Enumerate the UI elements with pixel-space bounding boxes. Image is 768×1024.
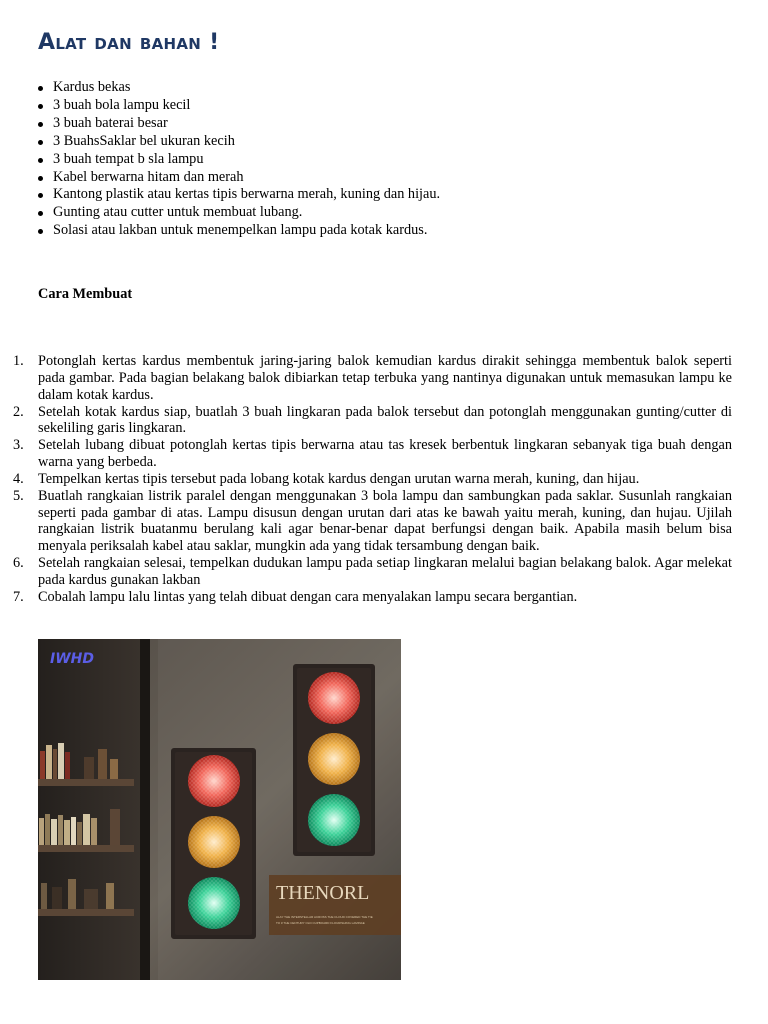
- step-item: [13, 353, 732, 404]
- step-number: 4.: [13, 470, 24, 487]
- step-number: 6.: [13, 555, 24, 572]
- page-title: Alat dan bahan !: [38, 30, 220, 55]
- step-number: 7.: [13, 588, 24, 605]
- brand-logo: IWHD: [50, 651, 94, 667]
- step-number: 1.: [13, 353, 24, 369]
- steps-list: [13, 353, 732, 606]
- step-text: Setelah kotak kardus siap, buatlah 3 buah lingkaran pada balok tersebut dan potonglah menggunakan gunting/cutter di sekeliling garis lingkaran.: [38, 403, 732, 437]
- list-item: 3 buah tempat b sla lampu: [53, 151, 743, 169]
- step-item: [13, 487, 732, 555]
- list-item: 3 buah baterai besar: [53, 115, 743, 133]
- list-item: 3 buah bola lampu kecil: [53, 97, 743, 115]
- step-number: 2.: [13, 403, 24, 420]
- step-item: [13, 437, 732, 471]
- step-text: Buatlah rangkaian listrik paralel dengan menggunakan 3 bola lampu dan sambungkan pada saklar. Susunlah rangkaian seperti pada gambar di atas. Lampu disusun dengan urutan dari atas ke bawah yaitu merah, kuning, dan hujau. Ujilah rangkaian listrik buatanmu berulang kali agar benar-benar dapat berfungsi dengan baik. Apabila masih belum bisa menyala periksalah kabel atau saklar, mungkin ada yang tidak tersambung dengan baik.: [38, 487, 732, 555]
- step-item: [13, 555, 732, 589]
- brand-tagline-2: TO # THE CENTURY OLD CUPBOARD FLOURISHING LAMINAE: [276, 921, 365, 925]
- traffic-light-left: [171, 748, 256, 939]
- list-item: 3 BuahsSaklar bel ukuran kecih: [53, 133, 743, 151]
- list-item: Gunting atau cutter untuk membuat lubang.: [53, 204, 743, 222]
- step-text: Potonglah kertas kardus membentuk jaring-jaring balok kemudian kardus dirakit sehingga membentuk balok seperti pada gambar. Pada bagian belakang balok dibiarkan tetap terbuka yang nantinya digunakan untuk memasukan lampu ke dalam kotak kardus.: [38, 353, 732, 403]
- brand-panel: [269, 875, 401, 935]
- traffic-light-photo: [38, 639, 401, 980]
- brand-tagline-1: ALAY THE INTERSTELLAR ACROSS THE CLOUD COVERED THE TIE: [276, 915, 373, 919]
- list-item: Kabel berwarna hitam dan merah: [53, 169, 743, 187]
- step-number: 3.: [13, 437, 24, 454]
- step-text: Setelah lubang dibuat potonglah kertas tipis berwarna atau tas kresek berbentuk lingkaran sebanyak tiga buah dengan warna yang berbeda.: [38, 437, 732, 471]
- step-item: [13, 470, 732, 488]
- traffic-light-right: [293, 664, 375, 856]
- step-item: [13, 588, 732, 606]
- step-item: [13, 403, 732, 438]
- section-heading: Cara Membuat: [38, 286, 133, 302]
- brand-name: THENORL: [276, 882, 370, 904]
- list-item: Solasi atau lakban untuk menempelkan lampu pada kotak kardus.: [53, 222, 743, 240]
- step-number: 5.: [13, 487, 24, 504]
- list-item: Kardus bekas: [53, 79, 743, 97]
- step-text: Setelah rangkaian selesai, tempelkan dudukan lampu pada setiap lingkaran melalui bagian belakang balok. Agar melekat pada kardus gunakan lakban: [38, 555, 732, 588]
- materials-list: [53, 79, 743, 240]
- bookshelf: [38, 639, 150, 980]
- step-text: Tempelkan kertas tipis tersebut pada lobang kotak kardus dengan urutan warna merah, kuning, dan hijau.: [38, 470, 640, 487]
- list-item: Kantong plastik atau kertas tipis berwarna merah, kuning dan hijau.: [53, 186, 743, 204]
- step-text: Cobalah lampu lalu lintas yang telah dibuat dengan cara menyalakan lampu secara bergantian.: [38, 588, 578, 605]
